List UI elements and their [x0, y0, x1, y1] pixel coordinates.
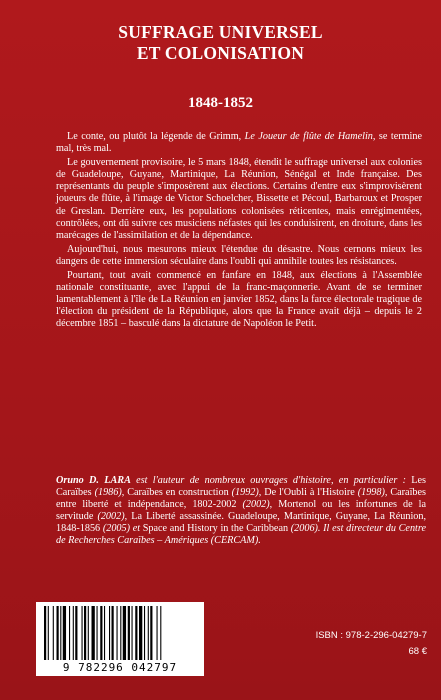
- bio-year: (2005) et: [102, 523, 141, 535]
- blurb-paragraph-2: Le gouvernement provisoire, le 5 mars 1848, étendit le suffrage universel aux colonies de Guadeloupe, Guyane, Martinique, La Réunion, Sénégal et Inde française. Des représentants du peuple s'imposèrent aux élections. Certains d'entre eux s'improvisèrent joueurs de flûte, à l'image de Victor Schoelcher, Bissette et Pécoul, Barbaroux et Prosper de Greslan. Derrière eux, les populations colonisées réticentes, mais enrégimentées, contrôlées, ont dû suivre ces musiciens néfastes qui les conduisirent, en droiture, dans les marécages de l'assimilation et de la dépendance.: [56, 157, 422, 241]
- bio-year: (1998): [357, 487, 385, 499]
- bio-year: (1992): [231, 487, 259, 499]
- isbn-block: [316, 628, 427, 660]
- bio-text: , De l'Oubli à l'Histoire: [258, 487, 358, 499]
- blurb-paragraph-3: Aujourd'hui, nous mesurons mieux l'étendue du désastre. Nous cernons mieux les dangers de cette immersion séculaire dans l'oubli qui annihile toutes les résistances.: [56, 243, 422, 267]
- barcode: [36, 602, 204, 676]
- bio-year: (2002): [242, 499, 270, 511]
- book-title: [0, 22, 441, 64]
- title-years: 1848-1852: [188, 95, 253, 111]
- blurb-text: , se termine mal, très mal.: [56, 131, 422, 155]
- price: 68 €: [408, 646, 427, 657]
- bio-text: Les Caraïbes: [56, 475, 427, 499]
- blurb-paragraph-4: Pourtant, tout avait commencé en fanfare en 1848, aux élections à l'Assemblée nationale constituante, avec l'appui de la franc-maçonnerie. Avant de se terminer lamentablement à l'île de La Réunion en janvier 1852, dans la farce électorale tragique de l'élection du président de la République, alors que la France avait déjà – depuis le 2 décembre 1851 – basculé dans la dictature de Napoléon le Petit.: [56, 270, 422, 330]
- bio-text: , Mortenol ou les infortunes de la servitude: [56, 499, 426, 523]
- bio-text: , Caraïbes entre liberté et indépendance, 1802-2002: [56, 487, 426, 511]
- isbn: ISBN : 978-2-296-04279-7: [315, 630, 427, 641]
- bio-text: (2006). Il est directeur du Centre de Recherches Caraïbes – Amériques (CERCAM).: [56, 523, 426, 547]
- bio-text: , Caraïbes en construction: [121, 487, 232, 499]
- bio-year: (2002): [97, 511, 125, 523]
- bio-text: est l'auteur de nombreux ouvrages d'histoire, en particulier :: [130, 475, 412, 486]
- blurb-text: Le conte, ou plutôt la légende de Grimm,: [67, 131, 245, 142]
- barcode-icon: [42, 606, 198, 660]
- title-line-1: SUFFRAGE UNIVERSEL: [118, 22, 323, 42]
- blurb: [56, 131, 422, 333]
- author-name: Oruno D. LARA: [56, 475, 131, 486]
- bio-year: (1986): [94, 487, 122, 499]
- barcode-digits: 9 782296 042797: [62, 661, 178, 674]
- bio-text: Space and History in the Caribbean: [140, 523, 291, 535]
- title-line-2: ET COLONISATION: [136, 43, 305, 63]
- blurb-italic-title: Le Joueur de flûte de Hamelin: [244, 131, 373, 142]
- blurb-paragraph-1: [56, 131, 422, 155]
- bio-text: , La Liberté assassinée. Guadeloupe, Martinique, Guyane, La Réunion, 1848-1856: [56, 511, 427, 535]
- author-bio: [56, 475, 426, 548]
